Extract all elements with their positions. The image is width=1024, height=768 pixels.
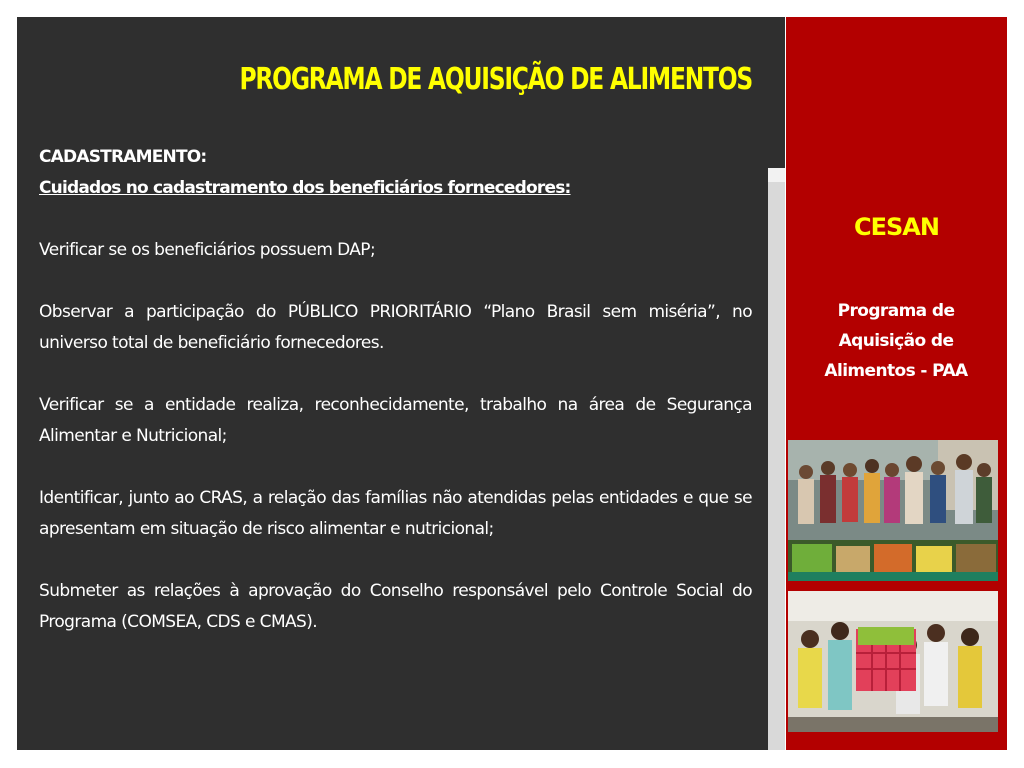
section-heading: CADASTRAMENTO: bbox=[39, 147, 207, 167]
photo-produce-group-image bbox=[788, 440, 998, 581]
slide-content bbox=[39, 142, 752, 638]
paragraph-conselho: Submeter as relações à aprovação do Conselho responsável pelo Controle Social do Programa (COMSEA, CDS e CMAS). bbox=[39, 581, 752, 632]
photo-produce-group bbox=[788, 440, 998, 581]
paragraph-publico-prioritario: Observar a participação do PÚBLICO PRIORITÁRIO “Plano Brasil sem miséria”, no universo total de beneficiário fornecedores. bbox=[39, 302, 752, 353]
photo-fruit-crate bbox=[788, 591, 998, 732]
divider-strip-highlight bbox=[768, 168, 785, 182]
divider-strip bbox=[768, 168, 785, 750]
paragraph-dap: Verificar se os beneficiários possuem DAP; bbox=[39, 240, 376, 260]
slide-title: PROGRAMA DE AQUISIÇÃO DE ALIMENTOS bbox=[239, 62, 753, 97]
sidebar-program-line2: Aquisição de bbox=[838, 331, 954, 351]
paragraph-seguranca-alimentar: Verificar se a entidade realiza, reconhecidamente, trabalho na área de Segurança Alimentar e Nutricional; bbox=[39, 395, 752, 446]
sidebar-program-line1: Programa de bbox=[837, 301, 955, 321]
sidebar-org: CESAN bbox=[854, 213, 939, 241]
subheading: Cuidados no cadastramento dos beneficiários fornecedores: bbox=[39, 178, 571, 198]
photo-fruit-crate-image bbox=[788, 591, 998, 732]
sidebar-program bbox=[806, 296, 986, 386]
sidebar-program-line3: Alimentos - PAA bbox=[824, 361, 968, 381]
paragraph-cras: Identificar, junto ao CRAS, a relação das famílias não atendidas pelas entidades e que se apresentam em situação de risco alimentar e nutricional; bbox=[39, 488, 752, 539]
